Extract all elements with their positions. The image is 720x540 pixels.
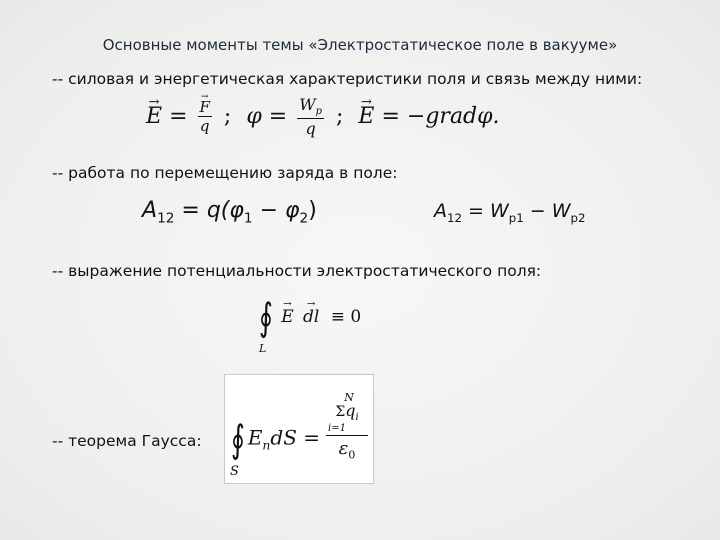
sum-icon: Σ	[335, 404, 346, 420]
subscript-0: 0	[348, 448, 356, 462]
minus-W: − W	[523, 200, 571, 222]
subscript-i: i	[355, 412, 359, 424]
epsilon-symbol: ε	[338, 438, 349, 460]
separator: ;	[223, 104, 232, 130]
sum-upper-N: N	[344, 391, 354, 404]
work-A: A	[142, 198, 158, 223]
equals-sign: =	[381, 104, 400, 130]
sum-lower-i1: i=1	[328, 423, 346, 435]
equals-sign: =	[268, 104, 288, 130]
vector-E: → E	[358, 104, 374, 129]
item-gauss-theorem: -- теорема Гаусса:	[52, 432, 202, 450]
close-paren: )	[308, 198, 317, 223]
fraction-F-over-q	[198, 99, 212, 135]
equals-sign: =	[169, 104, 188, 130]
vector-E: → E	[146, 104, 162, 129]
minus-phi2: − φ	[252, 198, 300, 223]
subscript-12: 12	[447, 210, 462, 225]
formula-work-energy	[434, 200, 586, 225]
phi-symbol: φ	[246, 104, 262, 130]
gradient-term: −gradφ.	[406, 104, 500, 130]
separator: ;	[335, 104, 344, 130]
surface-integral-icon: ∮	[230, 417, 245, 461]
formula-work-potential	[142, 198, 317, 226]
item-field-characteristics: -- силовая и энергетическая характеристики поля и связь между ними:	[52, 70, 643, 88]
formula-field-relations	[146, 96, 500, 138]
subscript-n: n	[262, 437, 271, 453]
charge-q: q	[345, 401, 356, 420]
subscript-2: 2	[299, 210, 309, 227]
formula-gauss	[228, 417, 321, 461]
subscript-p2: p2	[570, 210, 586, 225]
item-potentiality: -- выражение потенциальности электростатического поля:	[52, 262, 542, 280]
work-A: A	[434, 200, 447, 222]
subscript-p1: p1	[508, 210, 524, 225]
formula-circulation	[256, 295, 362, 339]
contour-L-label: L	[259, 342, 267, 355]
vector-E: → E	[281, 307, 293, 327]
dS-equals: dS =	[270, 425, 321, 450]
surface-S-label: S	[230, 464, 239, 479]
subscript-12: 12	[157, 210, 175, 227]
gauss-fraction	[326, 392, 368, 462]
rhs-q-phi1: = q(φ	[181, 198, 244, 223]
slide-title: Основные моменты темы «Электростатическое поле в вакууме»	[102, 36, 618, 54]
energy-W: W	[299, 95, 316, 114]
denominator-q: q	[199, 116, 210, 135]
vector-F: → F	[200, 99, 210, 116]
identically-zero: ≡ 0	[330, 306, 362, 327]
rhs-W: = W	[468, 200, 509, 222]
field-E: E	[247, 425, 263, 450]
fraction-Wp-over-q	[297, 96, 324, 138]
subscript-1: 1	[243, 210, 253, 227]
vector-dl: → dl	[303, 307, 319, 327]
contour-integral-icon: ∮	[258, 295, 273, 339]
denominator-q: q	[305, 119, 316, 139]
subscript-p: p	[315, 106, 322, 118]
item-work-moving-charge: -- работа по перемещению заряда в поле:	[52, 164, 398, 182]
